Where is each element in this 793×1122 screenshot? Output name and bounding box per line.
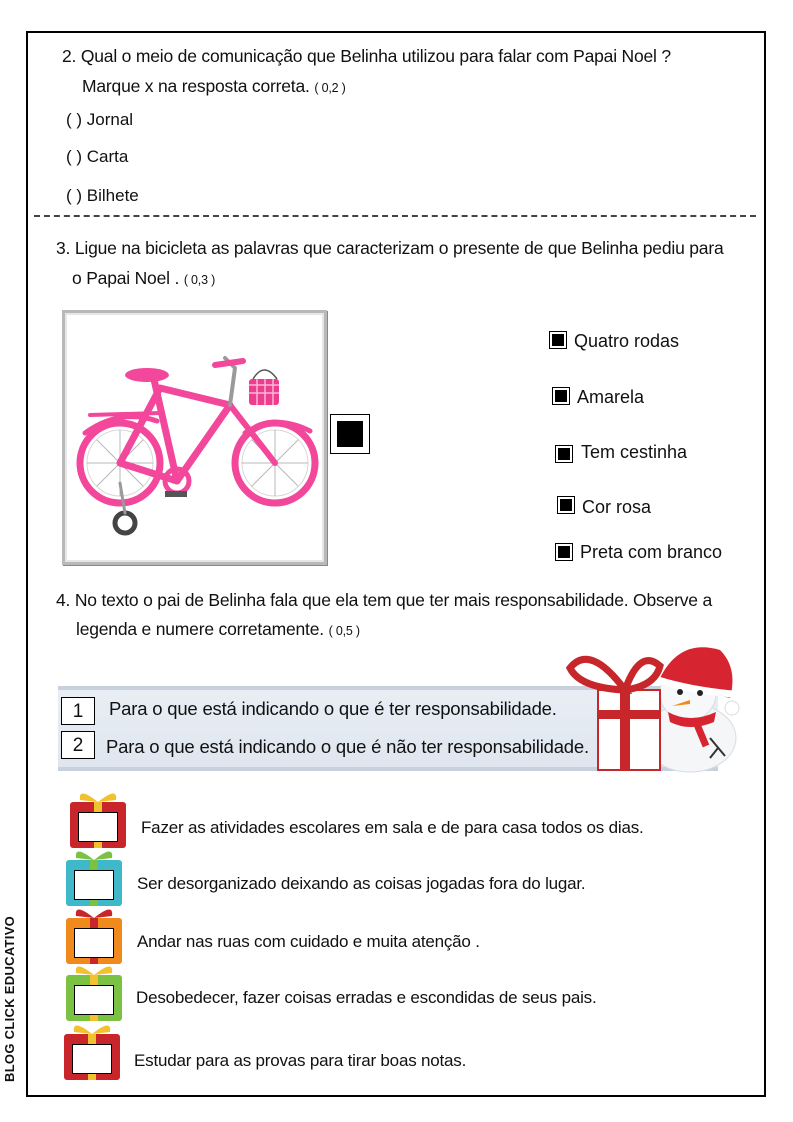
label-amarela: Amarela (577, 387, 645, 407)
q2-points: ( 0,2 ) (314, 81, 346, 95)
legend-number-2: 2 (61, 731, 95, 759)
q4-points: ( 0,5 ) (328, 624, 360, 638)
q3-line1: 3. Ligue na bicicleta as palavras que caracterizam o presente de que Belinha pediu para (56, 238, 724, 258)
q3-points: ( 0,3 ) (183, 273, 216, 287)
blog-watermark: BLOG CLICK EDUCATIVO (2, 915, 17, 1082)
q4-instruction: legenda e numere corretamente. (76, 619, 324, 639)
checkbox-cor-rosa[interactable] (557, 496, 575, 514)
pink-bicycle-illustration (65, 313, 324, 562)
answer-input-3[interactable] (74, 928, 114, 958)
q3-instruction: o Papai Noel . (72, 268, 180, 288)
label-preta-com-branco: Preta com branco (580, 542, 723, 562)
gift-answer-box-5[interactable] (60, 1020, 124, 1084)
label-cor-rosa: Cor rosa (582, 497, 652, 517)
q2-line2 (82, 71, 346, 103)
q2-option-bilhete[interactable]: ( ) Bilhete (66, 186, 139, 205)
bicycle-connector-box[interactable] (330, 414, 370, 454)
item-text-5: Estudar para as provas para tirar boas notas. (134, 1051, 467, 1070)
q2-option-carta[interactable]: ( ) Carta (66, 147, 129, 166)
item-text-3: Andar nas ruas com cuidado e muita atenção . (137, 932, 480, 951)
legend-number-1: 1 (61, 697, 95, 725)
q3-line2 (72, 263, 215, 295)
checkbox-amarela[interactable] (552, 387, 570, 405)
snowman-gift-icon (560, 638, 745, 773)
checkbox-preta-com-branco[interactable] (555, 543, 573, 561)
gift-answer-box-3[interactable] (62, 904, 126, 968)
section-divider (34, 215, 756, 217)
answer-input-2[interactable] (74, 870, 114, 900)
legend-text-2: Para o que está indicando o que é não ter responsabilidade. (106, 736, 589, 757)
gift-answer-box-1[interactable] (66, 788, 130, 852)
answer-input-1[interactable] (78, 812, 118, 842)
checkbox-quatro-rodas[interactable] (549, 331, 567, 349)
item-text-1: Fazer as atividades escolares em sala e de para casa todos os dias. (141, 818, 644, 837)
label-tem-cestinha: Tem cestinha (581, 442, 688, 462)
gift-answer-box-2[interactable] (62, 846, 126, 910)
item-text-4: Desobedecer, fazer coisas erradas e escondidas de seus pais. (136, 988, 597, 1007)
answer-input-4[interactable] (74, 985, 114, 1015)
q2-option-jornal[interactable]: ( ) Jornal (66, 110, 134, 129)
q2-line1: 2. Qual o meio de comunicação que Belinha utilizou para falar com Papai Noel ? (62, 46, 671, 66)
legend-text-1: Para o que está indicando o que é ter responsabilidade. (109, 698, 557, 719)
q4-line2 (76, 614, 360, 646)
checkbox-tem-cestinha[interactable] (555, 445, 573, 463)
gift-answer-box-4[interactable] (62, 961, 126, 1025)
q4-line1: 4. No texto o pai de Belinha fala que ela tem que ter mais responsabilidade. Observe a (56, 590, 712, 610)
q2-instruction: Marque x na resposta correta. (82, 76, 310, 96)
label-quatro-rodas: Quatro rodas (574, 331, 680, 351)
answer-input-5[interactable] (72, 1044, 112, 1074)
bicycle-photo-frame (62, 310, 327, 565)
item-text-2: Ser desorganizado deixando as coisas jogadas fora do lugar. (137, 874, 586, 893)
